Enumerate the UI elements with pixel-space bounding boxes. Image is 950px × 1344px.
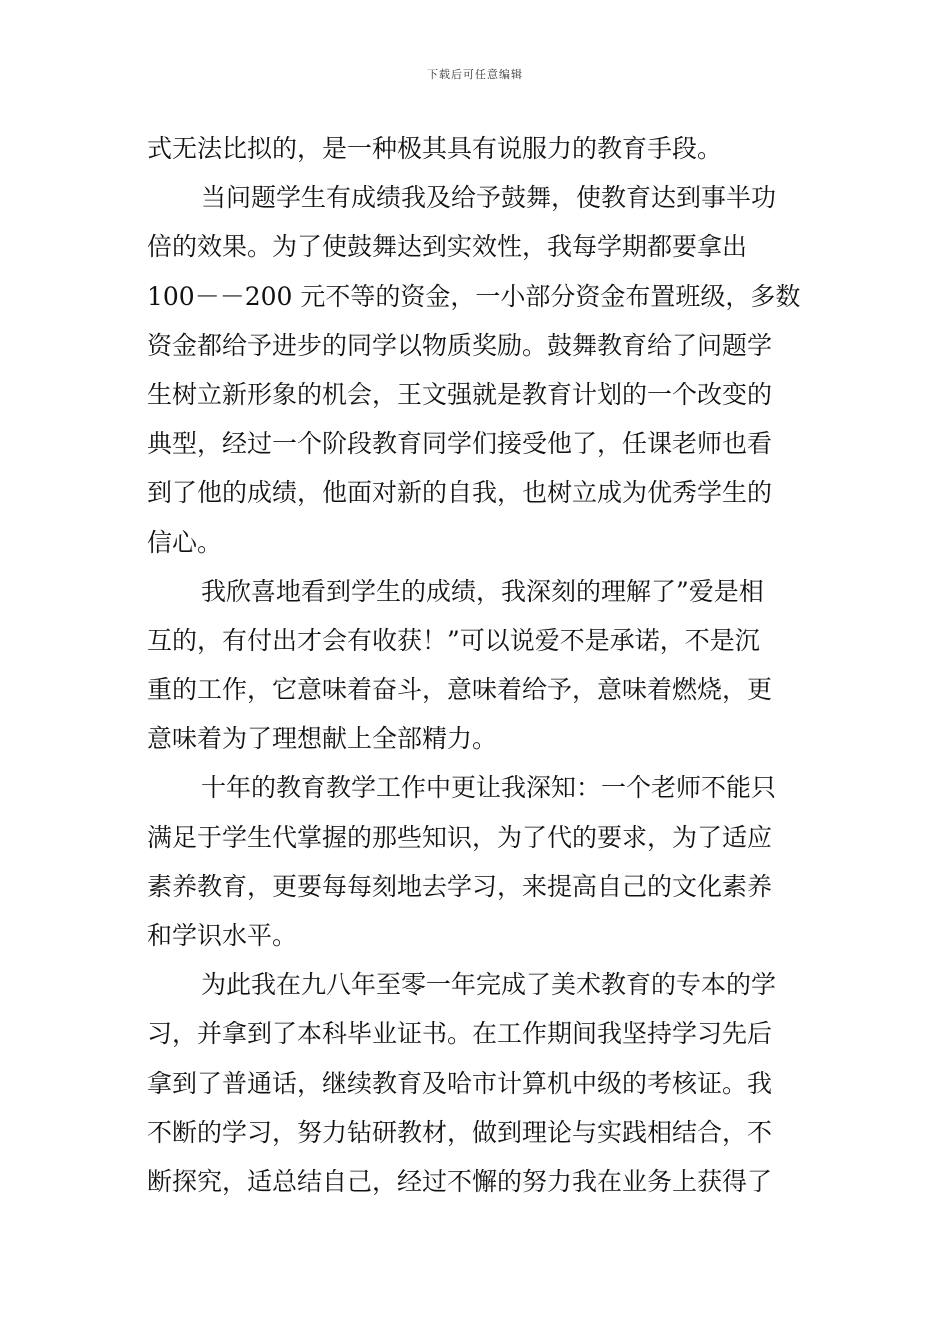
text-line: 倍的效果。为了使鼓舞达到实效性，我每学期都要拿出 — [147, 232, 748, 262]
page-header: 下载后可任意编辑 — [427, 68, 523, 81]
text-line: 互的，有付出才会有收获！”可以说爱不是承诺，不是沉 — [147, 625, 760, 655]
text-line: 意味着为了理想献上全部精力。 — [147, 724, 498, 754]
paragraph-start-line: 为此我在九八年至零一年完成了美术教育的专本的学 — [201, 970, 777, 1000]
text-line: 信心。 — [147, 527, 223, 557]
paragraph-start-line: 我欣喜地看到学生的成绩，我深刻的理解了”爱是相 — [201, 576, 764, 606]
document-body — [147, 124, 807, 1206]
text-line: 典型，经过一个阶段教育同学们接受他了，任课老师也看 — [147, 429, 773, 459]
text-line: 式无法比拟的，是一种极其具有说服力的教育手段。 — [147, 134, 723, 163]
text-line: 资金都给予进步的同学以物质奖励。鼓舞教育给了问题学 — [147, 330, 773, 360]
text-line: 拿到了普通话，继续教育及哈市计算机中级的考核证。我 — [147, 1068, 773, 1098]
paragraph-start-line: 当问题学生有成绩我及给予鼓舞，使教育达到事半功 — [201, 183, 777, 213]
text-line: 断探究，适总结自己，经过不懈的努力我在业务上获得了 — [147, 1166, 773, 1196]
paragraph-start-line: 十年的教育教学工作中更让我深知：一个老师不能只 — [201, 773, 777, 803]
text-line: 习，并拿到了本科毕业证书。在工作期间我坚持学习先后 — [147, 1019, 773, 1049]
text-line: 到了他的成绩，他面对新的自我，也树立成为优秀学生的 — [147, 478, 773, 508]
text-line: 满足于学生代掌握的那些知识，为了代的要求，为了适应 — [147, 822, 773, 852]
text-line: 重的工作，它意味着奋斗，意味着给予，意味着燃烧，更 — [147, 675, 773, 705]
text-line: 100－－200 元不等的资金，一小部分资金布置班级，多数 — [147, 281, 801, 311]
text-line: 和学识水平。 — [147, 921, 298, 950]
text-line: 不断的学习，努力钻研教材，做到理论与实践相结合，不 — [147, 1117, 773, 1147]
text-line: 素养教育，更要每每刻地去学习，来提高自己的文化素养 — [147, 871, 773, 901]
text-line: 生树立新形象的机会，王文强就是教育计划的一个改变的 — [147, 379, 773, 409]
